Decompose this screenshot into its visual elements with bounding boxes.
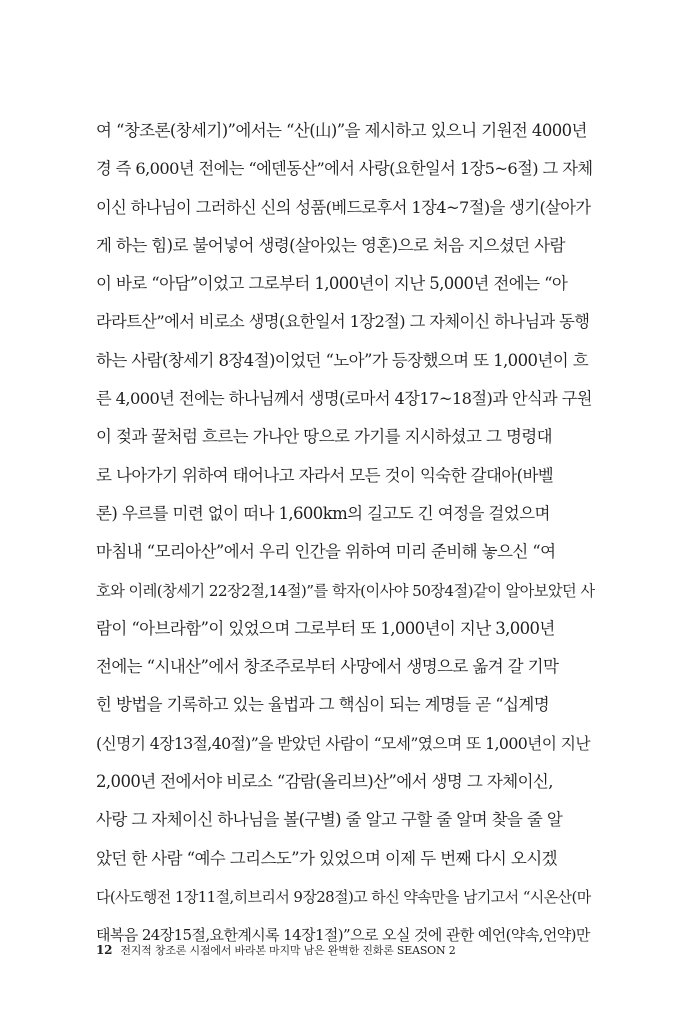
text-line: 로 나아가기 위하여 태어나고 자라서 모든 것이 익숙한 갈대아(바벨 — [96, 465, 554, 485]
text-line: 이 바로 “아담”이었고 그로부터 1,000년이 지난 5,000년 전에는 “아 — [96, 274, 568, 294]
text-line: (신명기 4장13절,40절)”을 받았던 사람이 “모세”였으며 또 1,000년이 지난 — [96, 733, 591, 753]
page-number: 12 — [96, 943, 113, 957]
body-text — [96, 112, 596, 955]
text-line: 태복음 24장15절,요한계시록 14장1절)”으로 오실 것에 관한 예언(약속,언약)만 — [96, 926, 590, 945]
text-line: 호와 이레(창세기 22장2절,14절)”를 학자(이사야 50장4절)같이 알아보았던 사 — [96, 581, 595, 600]
text-line: 하는 사람(창세기 8장4절)이었던 “노아”가 등장했으며 또 1,000년이 흐 — [96, 350, 589, 370]
text-line: 이 젖과 꿀처럼 흐르는 가나안 땅으로 가기를 지시하셨고 그 명령대 — [96, 427, 552, 447]
text-line: 다(사도행전 1장11절,히브리서 9장28절)고 하신 약속만을 남기고서 “시온산(마 — [96, 887, 591, 906]
text-line: 힌 방법을 기록하고 있는 율법과 그 핵심이 되는 계명들 곧 “십계명 — [96, 695, 550, 715]
text-line: 게 하는 힘)로 불어넣어 생령(살아있는 영혼)으로 처음 지으셨던 사람 — [96, 235, 565, 255]
text-line: 른 4,000년 전에는 하나님께서 생명(로마서 4장17~18절)과 안식과 구원 — [96, 389, 592, 409]
page-footer — [96, 942, 456, 958]
text-line: 라라트산”에서 비로소 생명(요한일서 1장2절) 그 자체이신 하나님과 동행 — [96, 312, 590, 332]
text-line: 마침내 “모리아산”에서 우리 인간을 위하여 미리 준비해 놓으신 “여 — [96, 542, 556, 562]
text-line: 론) 우르를 미련 없이 떠나 1,600km의 길고도 긴 여정을 걸었으며 — [96, 503, 550, 523]
text-line: 여 “창조론(창세기)”에서는 “산(山)”을 제시하고 있으니 기원전 4000년 — [96, 121, 587, 140]
text-line: 람이 “아브라함”이 있었으며 그로부터 또 1,000년이 지난 3,000년 — [96, 618, 555, 638]
text-line: 이신 하나님이 그러하신 신의 성품(베드로후서 1장4~7절)을 생기(살아가 — [96, 197, 591, 217]
text-line: 사랑 그 자체이신 하나님을 볼(구별) 줄 알고 구할 줄 알며 찾을 줄 알 — [96, 810, 563, 830]
text-line: 전에는 “시내산”에서 창조주로부터 사망에서 생명으로 옮겨 갈 기막 — [96, 657, 559, 677]
running-title: 전지적 창조론 시점에서 바라본 마지막 남은 완벽한 진화론 SEASON 2 — [120, 944, 456, 957]
text-line: 경 즉 6,000년 전에는 “에덴동산”에서 사랑(요한일서 1장5~6절) 그 자체 — [96, 159, 593, 179]
text-line: 았던 한 사람 “예수 그리스도”가 있었으며 이제 두 번째 다시 오시겠 — [96, 848, 557, 868]
text-line: 2,000년 전에서야 비로소 “감람(올리브)산”에서 생명 그 자체이신, — [96, 772, 553, 792]
